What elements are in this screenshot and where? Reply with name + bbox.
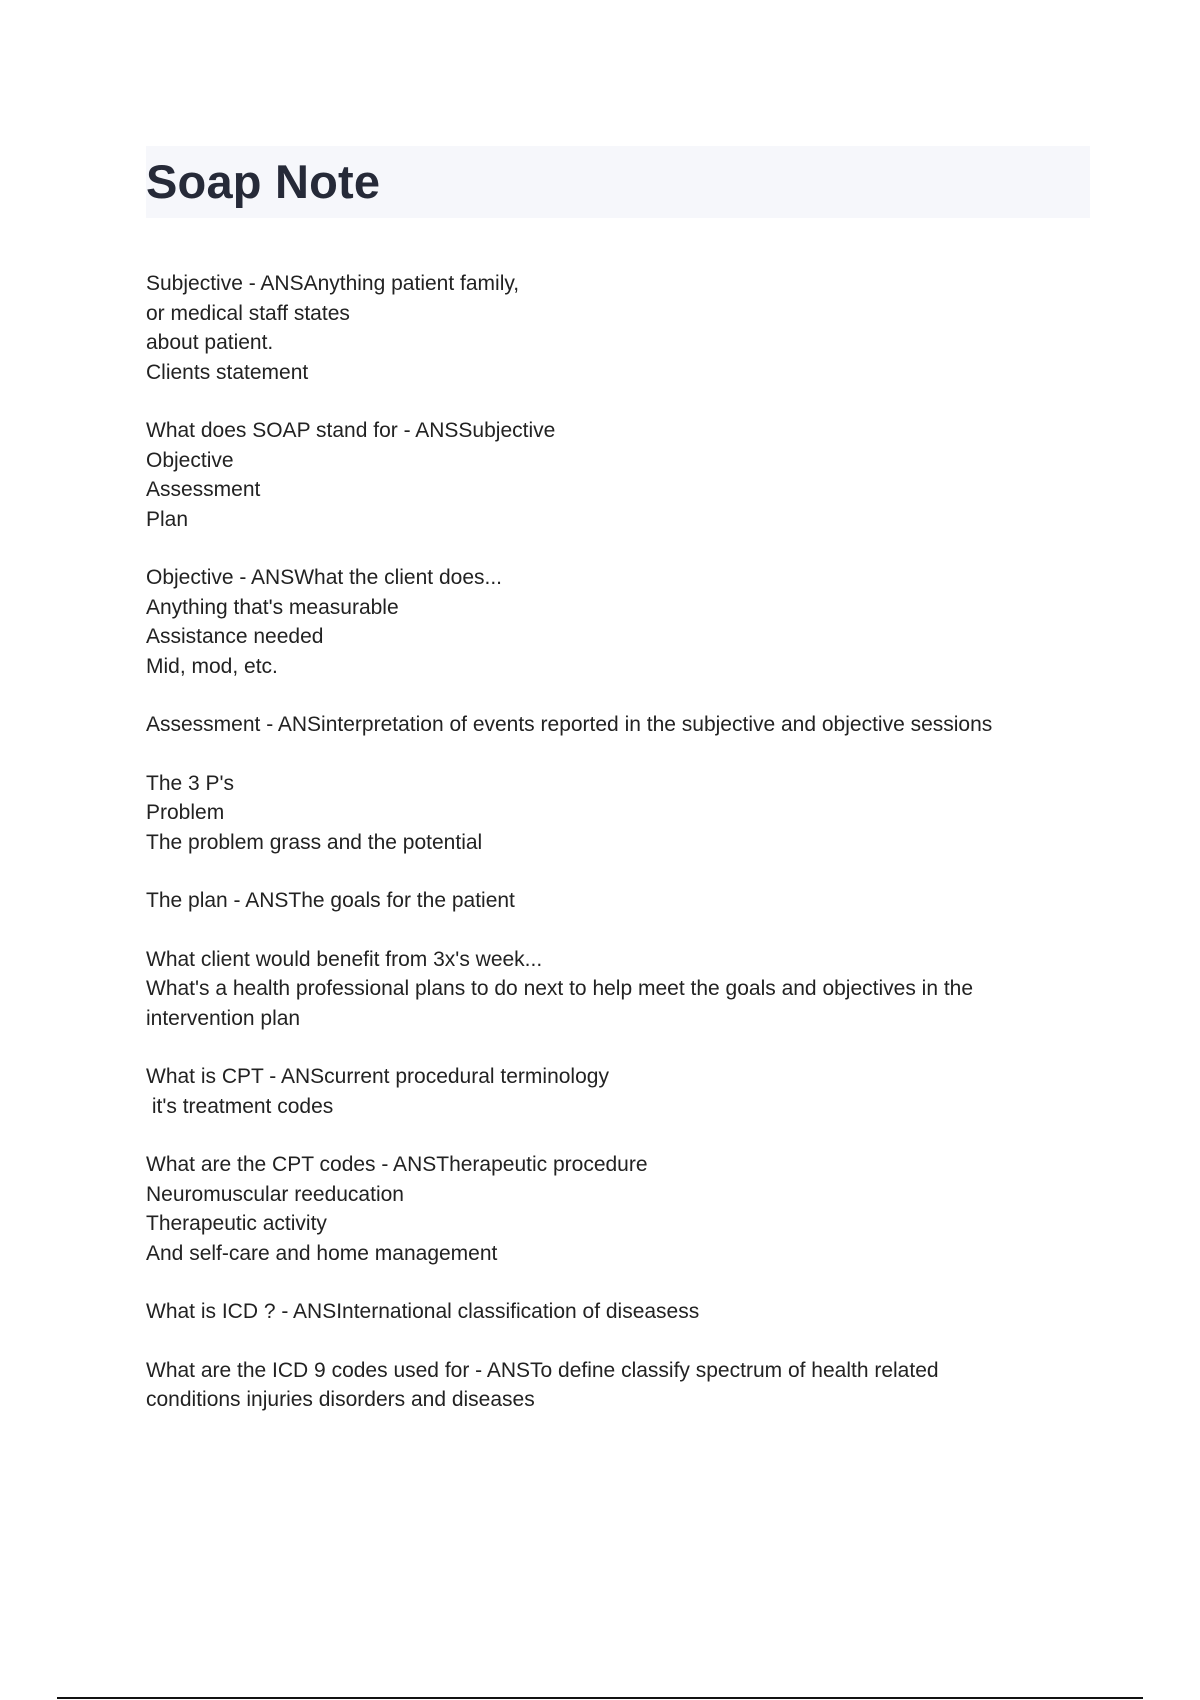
entry-line: it's treatment codes [146,1094,334,1118]
qa-entry [146,769,1086,858]
qa-entry [146,416,1086,534]
entry-line: Plan [146,507,189,531]
qa-entry [146,945,1086,1034]
qa-entry [146,269,1086,387]
entry-line: Anything that's measurable [146,595,399,619]
entry-line: Mid, mod, etc. [146,654,278,678]
entry-line: The problem grass and the potential [146,830,483,854]
entry-line: What is ICD ? - ANSInternational classification of diseasess [146,1300,700,1323]
qa-entry [146,1150,1086,1268]
entry-line: about patient. [146,331,274,354]
entry-line: Therapeutic activity [146,1212,327,1235]
entry-line: What's a health professional plans to do next to help meet the goals and objectives in the [146,977,974,1000]
qa-entry [146,886,1086,916]
entry-line: What are the ICD 9 codes used for - ANSTo define classify spectrum of health related [146,1358,939,1382]
entry-line: Assistance needed [146,625,324,648]
entry-line: And self-care and home management [146,1241,498,1265]
entry-line: conditions injuries disorders and diseases [146,1388,535,1411]
entry-line: Problem [146,801,225,824]
bottom-divider [57,1697,1143,1699]
entry-line: Objective [146,448,234,472]
entry-line: Objective - ANSWhat the client does... [146,566,502,589]
qa-entry [146,1356,1086,1415]
entry-line: Assessment - ANSinterpretation of events reported in the subjective and objective sessions [146,713,993,736]
entry-line: intervention plan [146,1006,301,1030]
entry-line: The plan - ANSThe goals for the patient [146,889,515,912]
entry-line: The 3 P's [146,771,235,795]
qa-entry [146,1297,1086,1327]
qa-entry [146,563,1086,681]
qa-entry [146,1062,1086,1121]
entry-line: Neuromuscular reeducation [146,1182,404,1206]
entry-line: What does SOAP stand for - ANSSubjective [146,419,556,442]
document-body [146,269,1086,1444]
entry-line: What client would benefit from 3x's week... [146,947,543,971]
entry-line: What is CPT - ANScurrent procedural terminology [146,1065,609,1088]
entry-line: Subjective - ANSAnything patient family, [146,272,520,295]
entry-line: Clients statement [146,360,309,384]
entry-line: or medical staff states [146,301,350,325]
page-title: Soap Note [146,155,381,208]
entry-line: Assessment [146,478,261,501]
qa-entry [146,710,1086,740]
entry-line: What are the CPT codes - ANSTherapeutic procedure [146,1153,648,1176]
